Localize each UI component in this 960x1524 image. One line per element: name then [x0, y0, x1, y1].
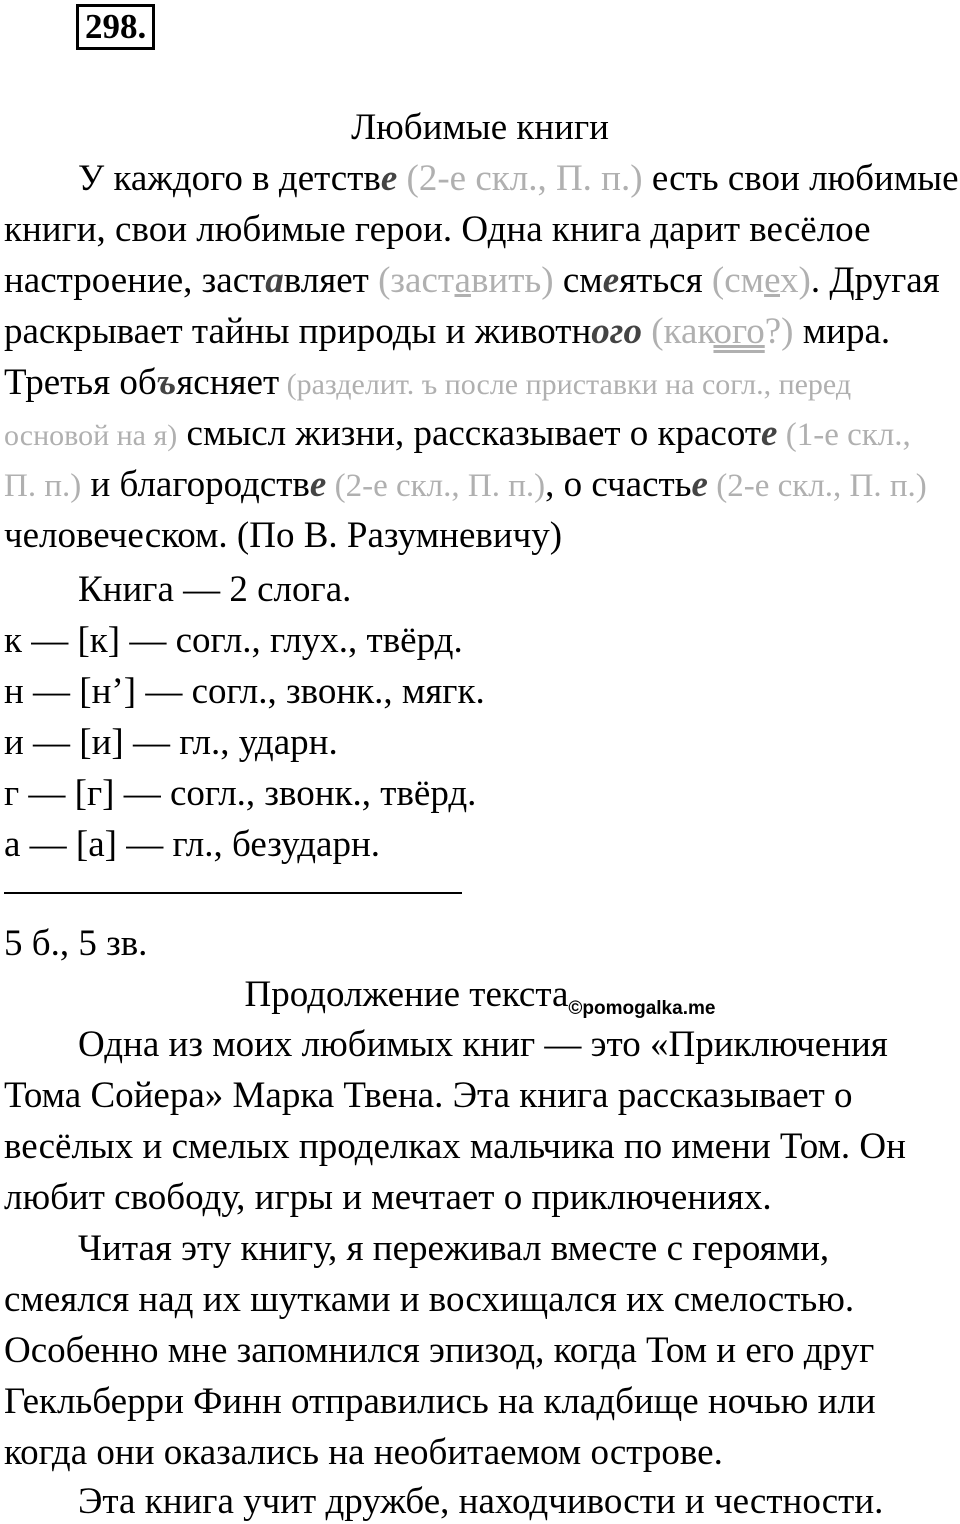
text-line-5: Третья объясняет (разделит. ъ после приставки на согл., перед: [4, 362, 852, 403]
text-line: весёлых и смелых проделках мальчика по имени Том. Он: [4, 1126, 906, 1167]
phonetics-row: а — [а] — гл., безударн.: [4, 824, 381, 865]
text-line: Одна из моих любимых книг — это «Приключения: [78, 1024, 888, 1065]
phonetics-row: г — [г] — согл., звонк., твёрд.: [4, 773, 477, 814]
title-continuation: Продолжение текста$_{©pomogalka.me}$: [244, 974, 716, 1019]
watermark: ©pomogalka.me: [568, 998, 716, 1019]
exercise-number: 298.: [76, 4, 155, 50]
text-line: любит свободу, игры и мечтает о приключениях.: [4, 1177, 772, 1218]
phonetics-summary: 5 б., 5 зв.: [4, 923, 148, 964]
text-line-2: книги, свои любимые герои. Одна книга дарит весёлое: [4, 209, 871, 250]
text-line: Гекльберри Финн отправились на кладбище ночью или: [4, 1381, 876, 1422]
text-line-3: настроение, заставляет (заставить) смеяться (смех). Другая: [4, 260, 940, 301]
text-line: Эта книга учит дружбе, находчивости и честности.: [78, 1481, 884, 1522]
text-line: Читая эту книгу, я переживал вместе с героями,: [78, 1228, 830, 1269]
text-line: Особенно мне запомнился эпизод, когда Том и его друг: [4, 1330, 875, 1371]
phonetics-row: к — [к] — согл., глух., твёрд.: [4, 620, 463, 661]
text-line: когда они оказались на необитаемом острове.: [4, 1432, 723, 1473]
phonetics-row: и — [и] — гл., ударн.: [4, 722, 338, 763]
text-line-8: человеческом. (По В. Разумневичу): [4, 515, 563, 556]
phonetics-row: н — [н’] — согл., звонк., мягк.: [4, 671, 485, 712]
text-line-1: У каждого в детстве (2-е скл., П. п.) есть свои любимые: [78, 158, 959, 199]
text-line: смеялся над их шутками и восхищался их смелостью.: [4, 1279, 855, 1320]
text-line-7: П. п.) и благородстве (2-е скл., П. п.), о счастье (2-е скл., П. п.): [4, 464, 927, 505]
text-line-6: основой на я) смысл жизни, рассказывает о красоте (1-е скл.,: [4, 413, 911, 454]
divider: [4, 892, 462, 894]
phonetics-header: Книга — 2 слога.: [78, 569, 352, 610]
title-favorite-books: Любимые книги: [351, 107, 609, 148]
text-line-4: раскрывает тайны природы и животного (какого?) мира.: [4, 311, 891, 352]
text-line: Тома Сойера» Марка Твена. Эта книга рассказывает о: [4, 1075, 853, 1116]
